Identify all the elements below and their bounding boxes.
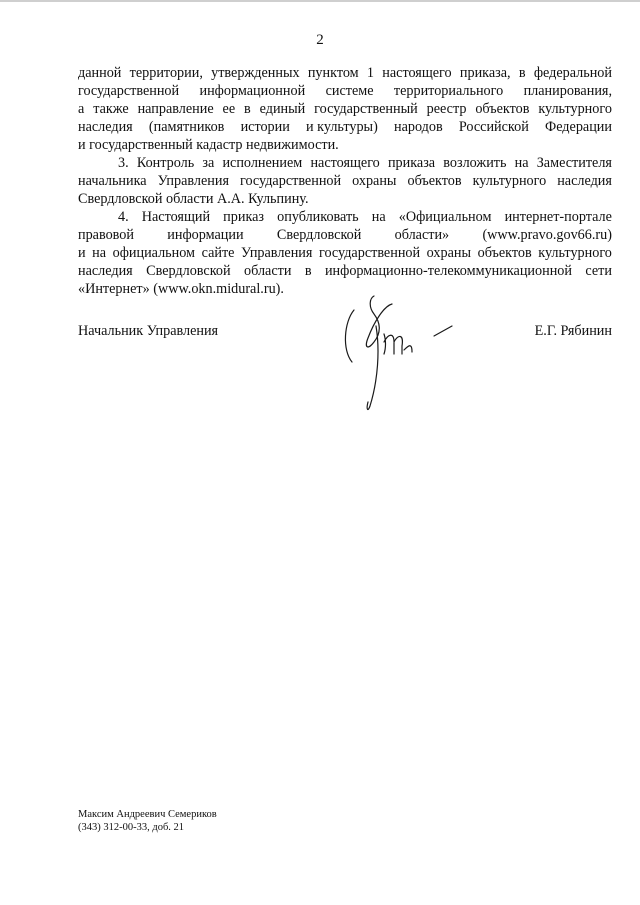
word: государственной <box>239 173 342 189</box>
word: приказа, <box>459 65 511 81</box>
word: культурного <box>538 245 612 261</box>
word: на <box>514 155 529 171</box>
word: на <box>92 245 107 261</box>
executor-phone: (343) 312-00-33, доб. 21 <box>78 822 185 833</box>
position-title: Начальник Управления <box>78 323 219 339</box>
word: утвержденных <box>211 65 300 81</box>
word: информационной <box>199 83 306 99</box>
word: в <box>244 101 251 117</box>
word: «Официальном <box>398 209 492 225</box>
p4-line-3 <box>78 244 612 262</box>
p1-line-5: и государственный кадастр недвижимости. <box>78 137 339 153</box>
word: области <box>243 263 292 279</box>
word: наследия <box>78 263 133 279</box>
word: сайте <box>201 245 235 261</box>
word: приказа <box>387 155 436 171</box>
word: охраны <box>352 173 397 189</box>
word: возложить <box>443 155 507 171</box>
word: единый <box>259 101 306 117</box>
executor-name: Максим Андреевич Семериков <box>78 809 217 820</box>
p3-line-1 <box>118 154 612 172</box>
p4-line-4 <box>78 262 612 280</box>
word: реестр <box>426 101 467 117</box>
p4-line-2 <box>78 226 612 244</box>
page-top-edge <box>0 0 640 2</box>
handwritten-signature <box>340 292 470 422</box>
word: Российской <box>458 119 529 135</box>
word: а <box>78 101 85 117</box>
word: наследия <box>557 173 612 189</box>
word: государственный <box>314 101 418 117</box>
word: объектов <box>475 101 530 117</box>
p1-line-4 <box>78 118 612 136</box>
word: настоящего <box>382 65 452 81</box>
word: государственной <box>78 83 180 99</box>
word: Управления <box>241 245 313 261</box>
word: приказ <box>223 209 265 225</box>
word: и <box>78 245 86 261</box>
word: Федерации <box>544 119 612 135</box>
p4-line-5: «Интернет» (www.okn.midural.ru). <box>78 281 284 297</box>
word: государственной <box>318 245 421 261</box>
word: и культуры) <box>306 119 378 135</box>
word: настоящего <box>310 155 380 171</box>
word: сети <box>585 263 612 279</box>
word: (www.pravo.gov66.ru) <box>482 227 612 243</box>
word: данной <box>78 65 122 81</box>
p3-line-3: Свердловской области А.А. Кульпину. <box>78 191 309 207</box>
word: 3. <box>118 155 129 171</box>
page-number: 2 <box>316 32 324 48</box>
word: информации <box>167 227 244 243</box>
word: правовой <box>78 227 134 243</box>
word: официальном <box>112 245 196 261</box>
word: Свердловской <box>146 263 231 279</box>
word: объектов <box>407 173 462 189</box>
word: за <box>202 155 215 171</box>
word: 1 <box>366 65 375 81</box>
word: исполнением <box>222 155 303 171</box>
word: на <box>371 209 386 225</box>
word: Контроль <box>136 155 195 171</box>
word: в <box>304 263 312 279</box>
word: народов <box>394 119 443 135</box>
word: территории, <box>129 65 203 81</box>
word: истории <box>240 119 290 135</box>
word: культурного <box>472 173 547 189</box>
word: территориального <box>393 83 504 99</box>
word: (памятников <box>148 119 225 135</box>
word: также <box>93 101 129 117</box>
p1-line-2 <box>78 82 612 100</box>
word: интернет-портале <box>504 209 612 225</box>
word: объектов <box>477 245 532 261</box>
word: наследия <box>78 119 133 135</box>
word: направление <box>137 101 214 117</box>
word: пунктом <box>307 65 359 81</box>
word: культурного <box>538 101 612 117</box>
word: начальника <box>78 173 147 189</box>
word: ее <box>222 101 236 117</box>
p4-line-1 <box>118 208 612 226</box>
word: информационно-телекоммуникационной <box>324 263 572 279</box>
word: опубликовать <box>277 209 359 225</box>
word: области» <box>394 227 450 243</box>
word: планирования, <box>523 83 612 99</box>
signer-name: Е.Г. Рябинин <box>534 323 612 339</box>
word: Настоящий <box>141 209 211 225</box>
word: федеральной <box>533 65 612 81</box>
p1-line-3 <box>78 100 612 118</box>
word: охраны <box>426 245 472 261</box>
word: системе <box>325 83 374 99</box>
word: Управления <box>157 173 229 189</box>
p1-line-1 <box>78 64 612 82</box>
word: в <box>518 65 526 81</box>
word: Заместителя <box>536 155 612 171</box>
word: Свердловской <box>276 227 362 243</box>
word: 4. <box>118 209 129 225</box>
p3-line-2 <box>78 172 612 190</box>
